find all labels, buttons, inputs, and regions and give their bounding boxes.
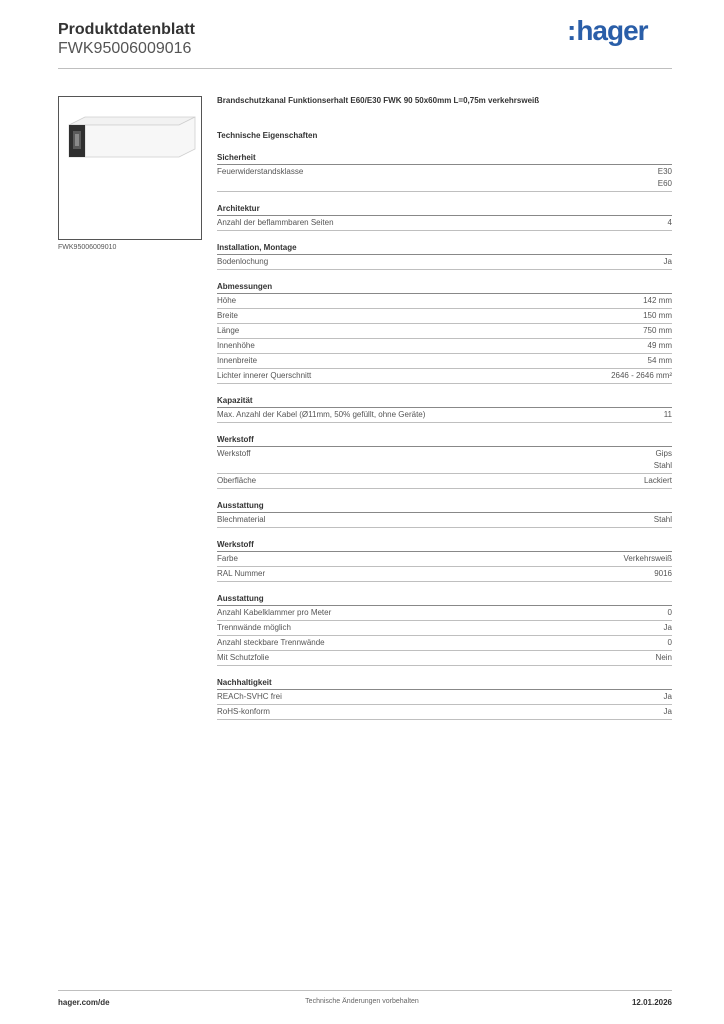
footer-divider [58,990,672,991]
property-value [658,166,672,190]
section-title: Ausstattung [217,593,672,606]
property-label: RoHS-konform [217,707,270,716]
property-value-line: 150 mm [643,311,672,320]
property-value-line: Stahl [653,461,672,470]
property-value [611,370,672,382]
property-value-line: 2646 - 2646 mm² [611,371,672,380]
property-value [664,256,672,268]
section-title: Ausstattung [217,500,672,513]
property-label: Anzahl der beflammbaren Seiten [217,218,334,227]
property-row [217,606,672,621]
logo-colon-mark: : [567,15,577,46]
property-value-line: 9016 [654,569,672,578]
property-value-line: 54 mm [647,356,672,365]
property-value-line: 0 [667,638,672,647]
property-label: Innenhöhe [217,341,255,350]
property-section [217,395,672,423]
property-value-line: 49 mm [647,341,672,350]
property-section [217,203,672,231]
property-section [217,539,672,582]
property-value [656,652,672,664]
section-title: Sicherheit [217,152,672,165]
property-label: Blechmaterial [217,515,266,524]
property-value [643,295,672,307]
property-value [664,409,672,421]
property-value [643,325,672,337]
section-title: Architektur [217,203,672,216]
property-label: Innenbreite [217,356,258,365]
footer-date: 12.01.2026 [631,998,672,1007]
property-value-line: E60 [657,179,672,188]
property-label: Anzahl Kabelklammer pro Meter [217,608,332,617]
property-value-line: 4 [667,218,672,227]
property-row [217,552,672,567]
hager-logo [567,14,648,48]
section-title: Werkstoff [217,434,672,447]
property-value [644,475,672,487]
property-row [217,408,672,423]
property-value-line: 142 mm [643,296,672,305]
property-value [648,340,672,352]
property-row [217,705,672,720]
property-label: RAL Nummer [217,569,266,578]
property-row [217,369,672,384]
property-value-line: 0 [667,608,672,617]
property-row [217,255,672,270]
property-row [217,354,672,369]
property-row [217,216,672,231]
header-divider [58,68,672,69]
property-label: Bodenlochung [217,257,269,266]
property-sections [217,152,672,720]
property-label: Mit Schutzfolie [217,653,270,662]
property-row [217,690,672,705]
property-section [217,281,672,384]
property-value-line: Lackiert [643,476,672,485]
property-section [217,242,672,270]
property-value [654,448,672,472]
property-value [643,310,672,322]
property-label: Anzahl steckbare Trennwände [217,638,325,647]
footer-website: hager.com/de [58,998,110,1007]
property-label: Breite [217,311,238,320]
section-title: Nachhaltigkeit [217,677,672,690]
property-label: Max. Anzahl der Kabel (Ø11mm, 50% gefüllt, ohne Geräte) [217,410,426,419]
properties-panel [217,96,672,720]
footer-disclaimer: Technische Änderungen vorbehalten [305,998,419,1005]
property-row [217,567,672,582]
cable-duct-illustration [59,97,201,239]
property-row [217,651,672,666]
property-row [217,621,672,636]
logo-text: hager [576,15,648,46]
property-row [217,165,672,192]
property-value [654,514,672,526]
property-value [664,706,672,718]
property-value-line: Nein [655,653,672,662]
property-value-line: 750 mm [643,326,672,335]
technical-properties-heading: Technische Eigenschaften [217,131,318,140]
property-label: Lichter innerer Querschnitt [217,371,312,380]
property-label: Trennwände möglich [217,623,291,632]
property-label: Höhe [217,296,237,305]
property-row [217,513,672,528]
property-value-line: Ja [663,257,672,266]
section-title: Werkstoff [217,539,672,552]
product-title: Brandschutzkanal Funktionserhalt E60/E30 FWK 90 50x60mm L=0,75m verkehrsweiß [217,96,540,105]
property-value-line: Gips [655,449,672,458]
property-value-line: E30 [657,167,672,176]
property-value-line: Stahl [653,515,672,524]
section-title: Abmessungen [217,281,672,294]
property-row [217,294,672,309]
property-value [624,553,672,565]
property-value [664,622,672,634]
property-value-line: Ja [663,692,672,701]
property-value [654,568,672,580]
property-section [217,152,672,192]
section-title: Kapazität [217,395,672,408]
property-value [668,607,672,619]
property-value [668,217,672,229]
property-row [217,447,672,474]
property-row [217,474,672,489]
property-label: Oberfläche [217,476,257,485]
property-row [217,324,672,339]
property-value-line: Ja [663,707,672,716]
property-value-line: Ja [663,623,672,632]
property-section [217,593,672,666]
property-row [217,339,672,354]
property-label: REACh-SVHC frei [217,692,282,701]
property-row [217,309,672,324]
property-label: Feuerwiderstandsklasse [217,167,304,176]
property-value [668,637,672,649]
property-label: Farbe [217,554,238,563]
product-image [58,96,202,240]
property-section [217,677,672,720]
property-section [217,500,672,528]
property-value [664,691,672,703]
image-caption: FWK95006009010 [58,244,117,251]
property-value-line: Verkehrsweiß [623,554,672,563]
property-label: Länge [217,326,240,335]
property-section [217,434,672,489]
section-title: Installation, Montage [217,242,672,255]
document-subtitle: FWK95006009016 [58,40,192,57]
property-row [217,636,672,651]
property-value-line: 11 [663,410,672,419]
property-label: Werkstoff [217,449,251,458]
document-title: Produktdatenblatt [58,21,195,38]
property-value [648,355,672,367]
